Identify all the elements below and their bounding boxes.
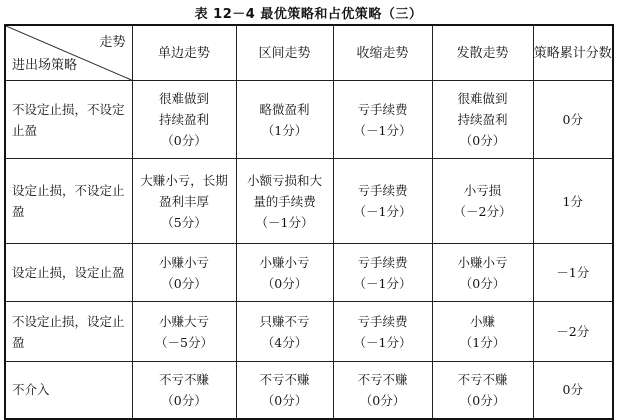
strategy-table (4, 24, 614, 420)
value-cell: 不亏不赚 （0分） (432, 362, 533, 419)
table-row (5, 159, 613, 244)
score-cell: 0分 (533, 81, 613, 159)
table-row (5, 362, 613, 419)
value-cell: 不亏不赚 （0分） (132, 362, 236, 419)
strategy-cell: 不介入 (5, 362, 132, 419)
value-cell: 很难做到 持续盈利 （0分） (132, 81, 236, 159)
value-cell: 不亏不赚 （0分） (236, 362, 333, 419)
value-cell: 不亏不赚 （0分） (333, 362, 432, 419)
table-row (5, 81, 613, 159)
column-header: 收缩走势 (333, 25, 432, 81)
table-row (5, 244, 613, 302)
value-cell: 小赚小亏 （0分） (236, 244, 333, 302)
header-row (5, 25, 613, 81)
value-cell: 亏手续费 （－1分） (333, 81, 432, 159)
corner-label-strategy: 进出场策略 (12, 58, 78, 73)
strategy-cell: 设定止损，设定止盈 (5, 244, 132, 302)
value-cell: 只赚不亏 （4分） (236, 302, 333, 362)
value-cell: 亏手续费 （－1分） (333, 159, 432, 244)
corner-header-cell (5, 25, 132, 81)
value-cell: 大赚小亏，长期 盈利丰厚 （5分） (132, 159, 236, 244)
value-cell: 小赚小亏 （0分） (432, 244, 533, 302)
column-header: 区间走势 (236, 25, 333, 81)
value-cell: 小亏损 （－2分） (432, 159, 533, 244)
score-cell: －1分 (533, 244, 613, 302)
value-cell: 小赚 （1分） (432, 302, 533, 362)
value-cell: 小赚大亏 （－5分） (132, 302, 236, 362)
table-row (5, 302, 613, 362)
corner-label-trend: 走势 (99, 35, 126, 50)
score-cell: 1分 (533, 159, 613, 244)
score-cell: 0分 (533, 362, 613, 419)
column-header: 策略累计分数 (533, 25, 613, 81)
table-caption: 表 12－4 最优策略和占优策略（三） (194, 7, 423, 22)
strategy-cell: 设定止损，不设定止盈 (5, 159, 132, 244)
column-header: 发散走势 (432, 25, 533, 81)
strategy-cell: 不设定止损，设定止盈 (5, 302, 132, 362)
strategy-cell: 不设定止损，不设定止盈 (5, 81, 132, 159)
value-cell: 亏手续费 （－1分） (333, 244, 432, 302)
value-cell: 小赚小亏 （0分） (132, 244, 236, 302)
value-cell: 很难做到 持续盈利 （0分） (432, 81, 533, 159)
value-cell: 略微盈利 （1分） (236, 81, 333, 159)
value-cell: 小额亏损和大 量的手续费 （－1分） (236, 159, 333, 244)
score-cell: －2分 (533, 302, 613, 362)
column-header: 单边走势 (132, 25, 236, 81)
value-cell: 亏手续费 （－1分） (333, 302, 432, 362)
